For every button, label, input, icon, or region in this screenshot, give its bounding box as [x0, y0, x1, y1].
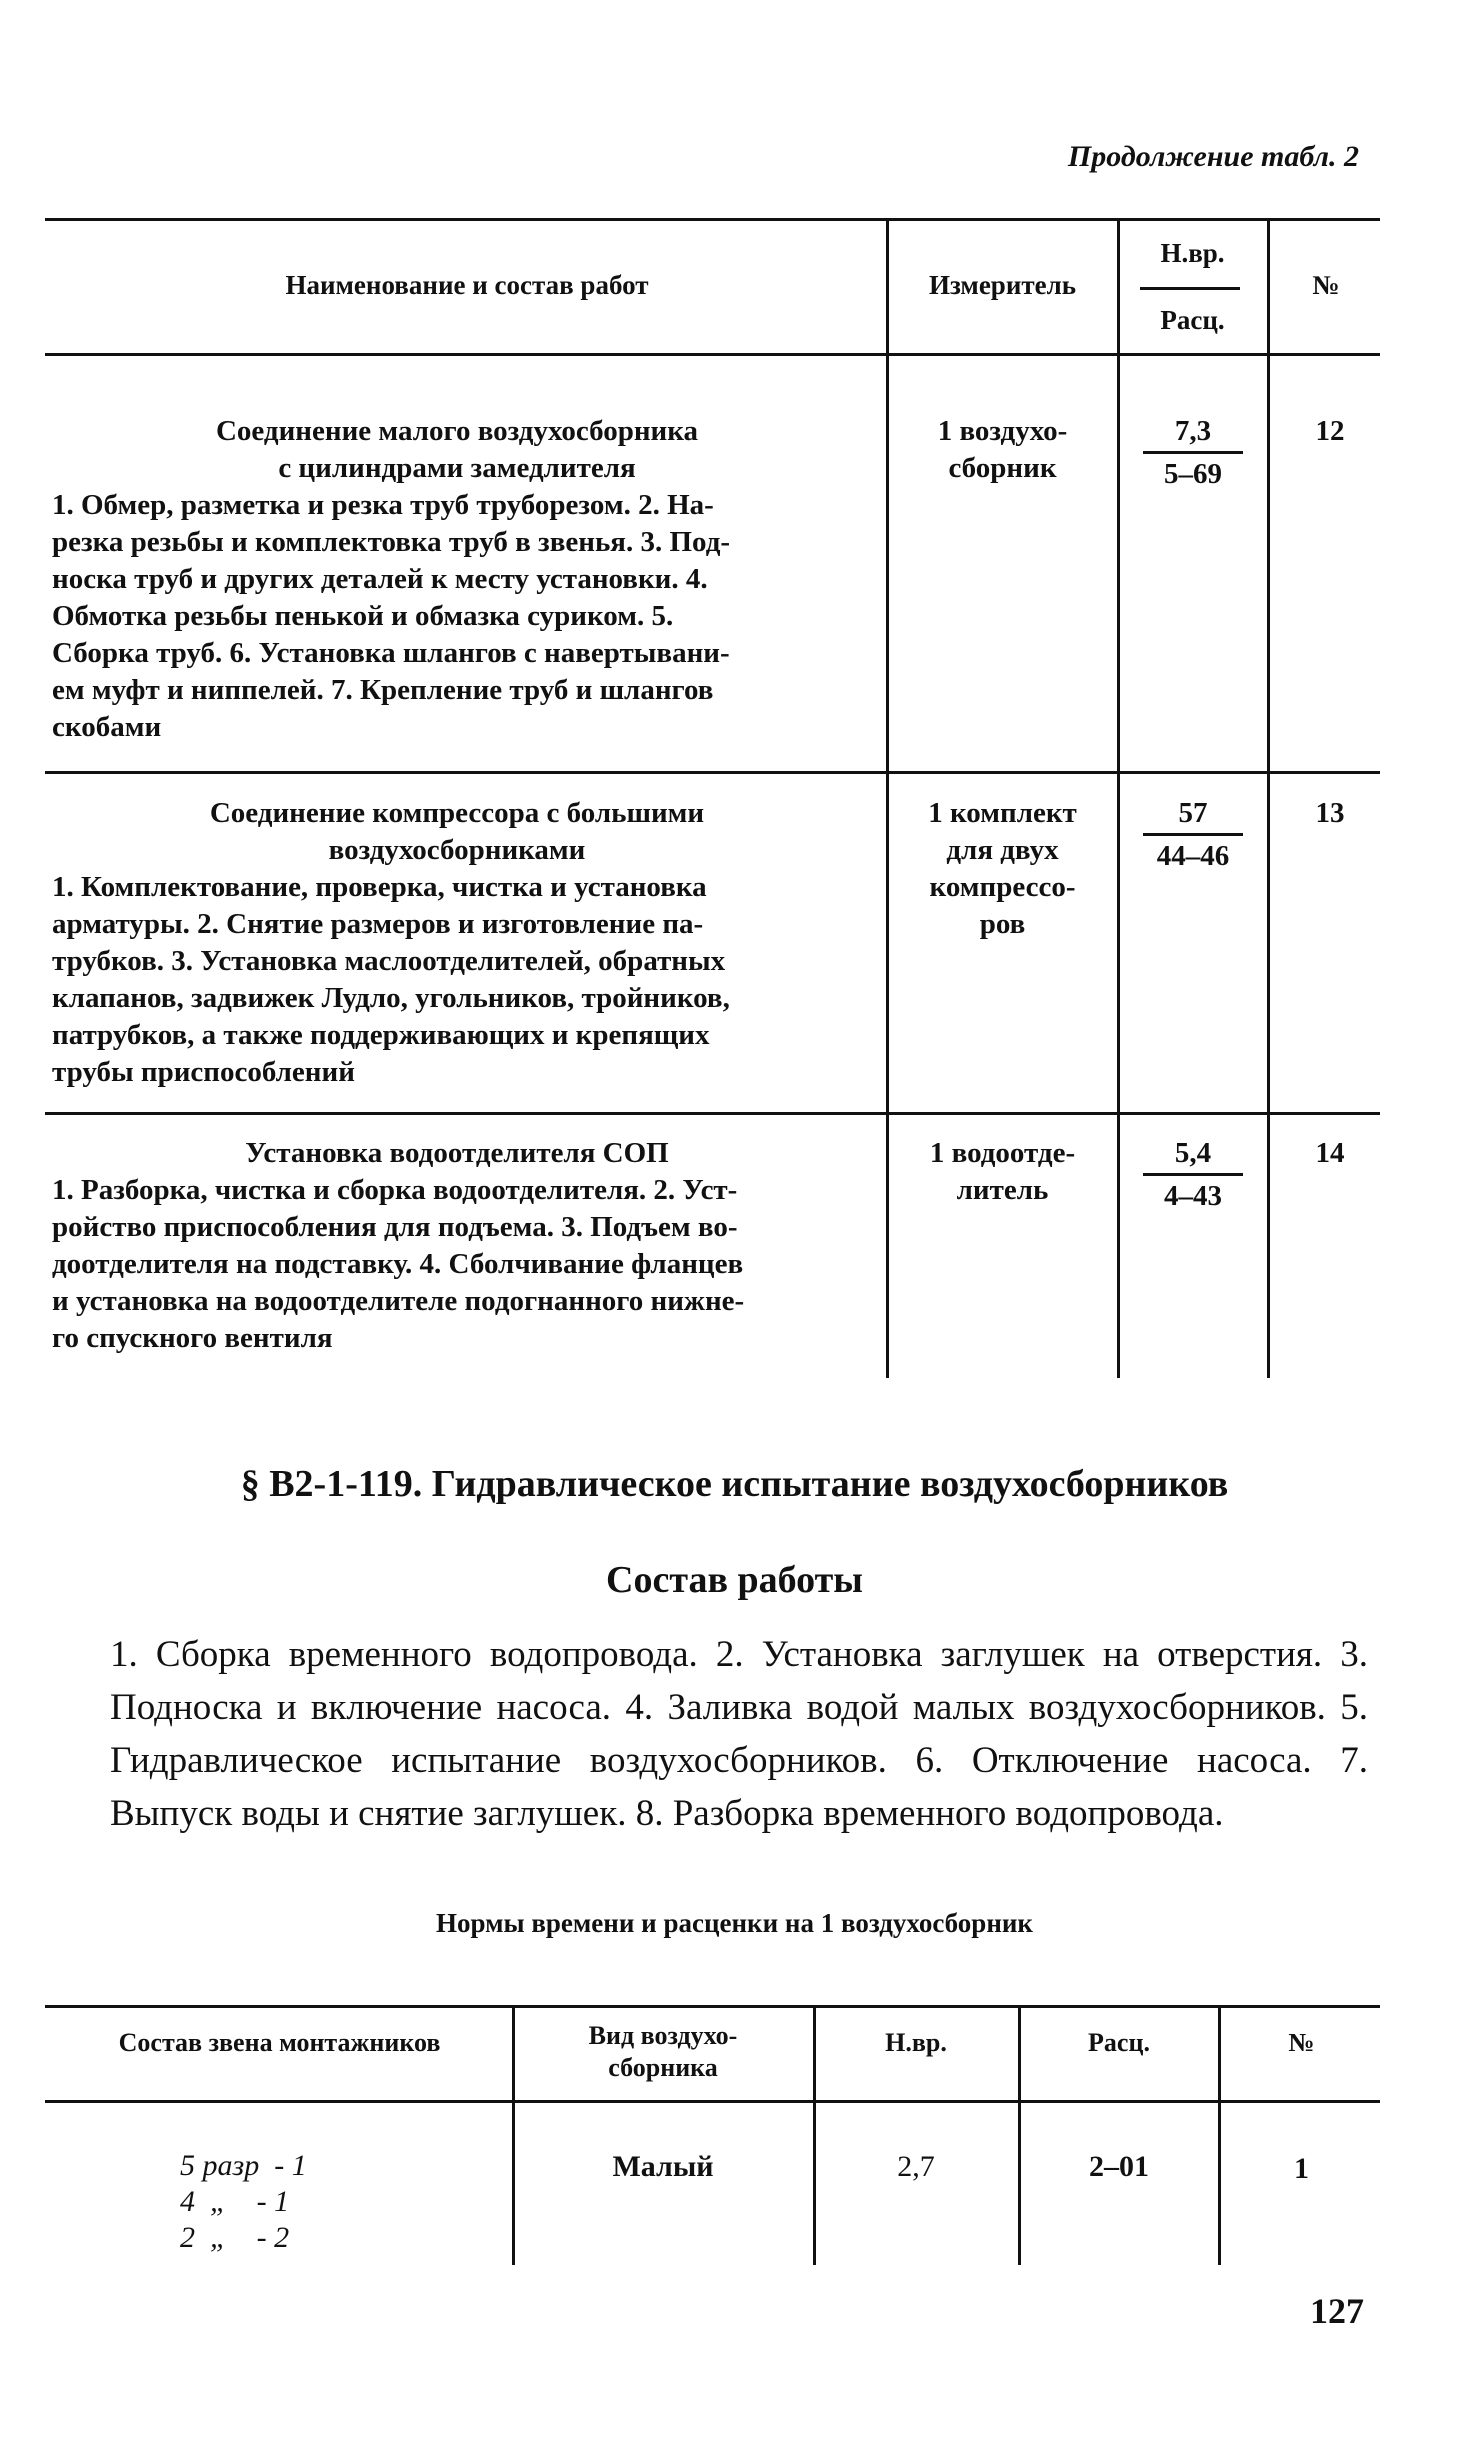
header-name: Наименование и состав работ [285, 270, 649, 300]
table2-col-divider [1218, 2005, 1221, 2265]
fraction-bar [1143, 451, 1243, 454]
table2-top-rule [45, 2005, 1380, 2008]
table1-col-divider [886, 218, 889, 1378]
measure-line: 1 водоотде- [929, 1137, 1076, 1169]
measure-line: ров [979, 908, 1026, 940]
measure-line: 1 комплект [928, 797, 1077, 829]
page-number: 127 [1310, 2291, 1364, 2331]
measure-line: для двух [946, 834, 1059, 866]
header-no: № [1312, 270, 1340, 300]
work-composition-heading: Состав работы [606, 1559, 863, 1601]
receiver-type: Малый [612, 2150, 714, 2183]
header-rasc: Расц. [1160, 305, 1225, 335]
header-no: № [1288, 2028, 1315, 2057]
table2-col-divider [512, 2005, 515, 2265]
header-measure: Измеритель [928, 270, 1077, 300]
work-line: доотделителя на подставку. 4. Сболчивание фланцев [52, 1248, 744, 1280]
table-row [52, 413, 862, 746]
work-line: ройство приспособления для подъема. 3. Подъем во- [52, 1211, 738, 1243]
nvr-value: 57 [1178, 797, 1208, 829]
norms-table-title: Нормы времени и расценки на 1 воздухосборник [435, 1908, 1033, 1938]
work-line: 1. Комплектование, проверка, чистка и установка [52, 871, 707, 903]
measure-cell [895, 1135, 1110, 1209]
header-nvr: Н.вр. [1160, 238, 1225, 268]
rate-fraction [1128, 1135, 1258, 1214]
row-number: 1 [1294, 2152, 1309, 2185]
work-title: воздухосборниками [328, 834, 586, 866]
header-type-line: сборника [608, 2053, 718, 2082]
work-line: и установка на водоотделителе подогнанного нижне- [52, 1285, 745, 1317]
section-title: § В2-1-119. Гидравлическое испытание воздухосборников [240, 1463, 1229, 1505]
work-line: ем муфт и ниппелей. 7. Крепление труб и шлангов [52, 674, 714, 706]
work-line: Сборка труб. 6. Установка шлангов с навертывани- [52, 637, 730, 669]
table2-col-divider [813, 2005, 816, 2265]
rasc-value: 4–43 [1164, 1180, 1222, 1212]
table2-header-rule [45, 2100, 1380, 2103]
header-crew: Состав звена монтажников [118, 2028, 441, 2057]
work-line: Обмотка резьбы пенькой и обмазка суриком. 5. [52, 600, 674, 632]
crew-line: 4 „ - 1 [180, 2185, 290, 2218]
header-nvr: Н.вр. [885, 2028, 947, 2057]
rasc-value: 44–46 [1156, 840, 1230, 872]
work-line: трубы приспособлений [52, 1056, 355, 1088]
work-title: с цилиндрами замедлителя [278, 452, 636, 484]
work-line: трубков. 3. Установка маслоотделителей, обратных [52, 945, 726, 977]
work-line: резка резьбы и комплектовка труб в звенья. 3. Под- [52, 526, 731, 558]
table1-row-rule [45, 771, 1380, 774]
fraction-bar [1143, 833, 1243, 836]
crew-line: 2 „ - 2 [180, 2221, 290, 2254]
work-line: го спускного вентиля [52, 1322, 333, 1354]
work-line: патрубков, а также поддерживающих и крепящих [52, 1019, 710, 1051]
nvr-value: 5,4 [1174, 1137, 1212, 1169]
work-line: клапанов, задвижек Лудло, угольников, тройников, [52, 982, 730, 1014]
table1-col-divider [1117, 218, 1120, 1378]
header-type [517, 2020, 809, 2084]
work-line: 1. Обмер, разметка и резка труб труборезом. 2. На- [52, 489, 714, 521]
rate-fraction [1128, 413, 1258, 492]
table1-col-divider [1267, 218, 1270, 1378]
work-line: арматуры. 2. Снятие размеров и изготовление па- [52, 908, 704, 940]
table-continuation-label: Продолжение табл. 2 [1067, 140, 1359, 173]
row-number: 12 [1315, 415, 1345, 447]
fraction-bar [1143, 1173, 1243, 1176]
row-number: 13 [1315, 797, 1345, 829]
measure-line: сборник [948, 452, 1057, 484]
table1-header-rule [45, 353, 1380, 356]
table-row [52, 795, 862, 1091]
work-line: 1. Разборка, чистка и сборка водоотделителя. 2. Уст- [52, 1174, 738, 1206]
measure-line: 1 воздухо- [937, 415, 1068, 447]
crew-line: 5 разр - 1 [180, 2149, 307, 2182]
table2-col-divider [1018, 2005, 1021, 2265]
measure-cell [895, 795, 1110, 943]
row-number: 14 [1315, 1137, 1345, 1169]
work-title: Установка водоотделителя СОП [245, 1137, 669, 1169]
work-title: Соединение малого воздухосборника [215, 415, 699, 447]
header-type-line: Вид воздухо- [588, 2021, 738, 2050]
table1-top-rule [45, 218, 1380, 221]
work-title: Соединение компрессора с большими [209, 797, 705, 829]
nvr-value: 2,7 [897, 2150, 935, 2183]
nvr-value: 7,3 [1174, 415, 1212, 447]
work-line: носка труб и других деталей к месту установки. 4. [52, 563, 708, 595]
header-fraction-bar [1140, 287, 1240, 290]
work-composition-text: 1. Сборка временного водопровода. 2. Установка заглушек на отверстия. 3. Подноска и включение насоса. 4. Заливка водой малых воздухосборников. 5. Гидравлическое испытание воздухосборников. 6. Отключение насоса. 7. Выпуск воды и снятие заглушек. 8. Разборка временного водопровода. [110, 1634, 1368, 1834]
work-line: скобами [52, 711, 162, 743]
rasc-value: 5–69 [1164, 458, 1222, 490]
rate-fraction [1128, 795, 1258, 874]
measure-line: компрессо- [929, 871, 1076, 903]
measure-line: литель [956, 1174, 1049, 1206]
header-rasc: Расц. [1088, 2028, 1150, 2057]
table1-row-rule [45, 1112, 1380, 1115]
crew-composition [180, 2148, 380, 2256]
rasc-value: 2–01 [1089, 2150, 1149, 2183]
measure-cell [895, 413, 1110, 487]
table-row [52, 1135, 862, 1357]
